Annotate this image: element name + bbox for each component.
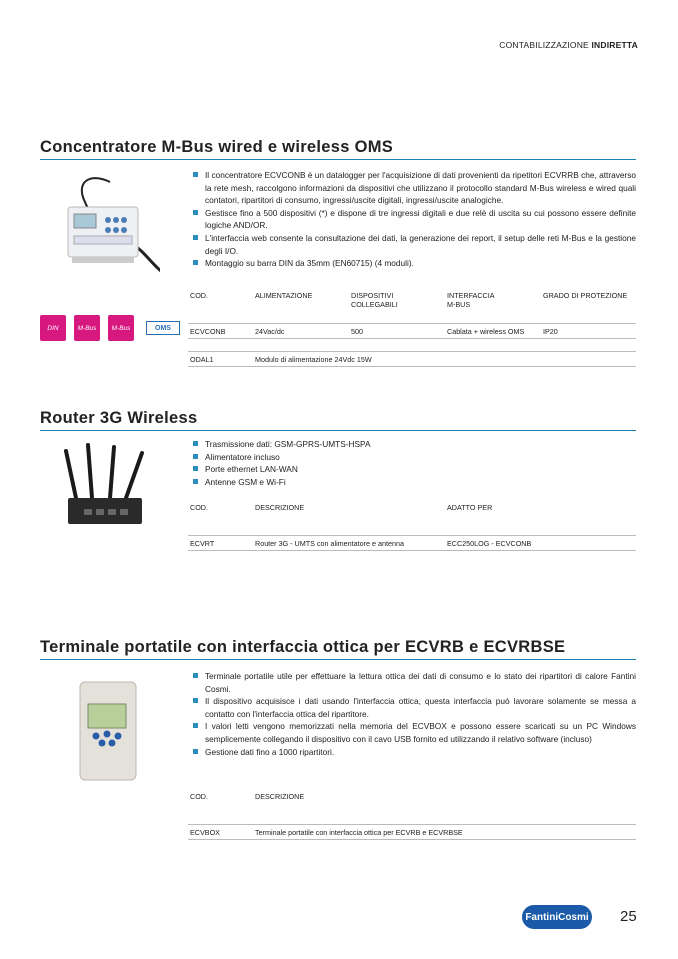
section-terminale: [40, 638, 636, 837]
section-title: Router 3G Wireless: [40, 409, 636, 431]
spec-table: [188, 503, 636, 551]
feature-list: [193, 438, 636, 488]
table-row: [188, 825, 636, 840]
col-header: INTERFACCIA M-BUS: [445, 291, 541, 324]
table-row: [188, 352, 636, 367]
din-logo: DIN: [40, 315, 66, 341]
certification-logos: [40, 315, 180, 341]
col-header: ALIMENTAZIONE: [253, 291, 349, 324]
table-cell: ECVCONB: [188, 324, 253, 339]
col-header: DESCRIZIONE: [253, 792, 636, 825]
list-item: Gestione dati fino a 1000 ripartitori.: [193, 746, 636, 759]
table-cell: 500: [349, 324, 445, 339]
table-cell: ECVRT: [188, 536, 253, 551]
router-device-image: [62, 443, 154, 533]
col-header: COD.: [188, 792, 253, 825]
table-cell: Cablata + wireless OMS: [445, 324, 541, 339]
col-header: GRADO DI PROTEZIONE: [541, 291, 636, 324]
list-item: Terminale portatile utile per effettuare la lettura ottica dei dati di consumo e lo stato dei ripartitori di calore Fantini Cosmi.: [193, 670, 636, 695]
oms-logo: OMS: [146, 321, 180, 335]
portable-terminal-image: [78, 680, 138, 782]
section-title: Terminale portatile con interfaccia ottica per ECVRB e ECVRBSE: [40, 638, 636, 660]
list-item: Trasmissione dati: GSM-GPRS-UMTS-HSPA: [193, 438, 636, 451]
table-cell: ODAL1: [188, 352, 253, 367]
col-header: DESCRIZIONE: [253, 503, 445, 536]
list-item: Porte ethernet LAN-WAN: [193, 463, 636, 476]
list-item: Il concentratore ECVCONB è un datalogger per l'acquisizione di dati provenienti da ripetitori ECVRRB che, attraverso la rete mesh, raccolgono informazioni da dispositivi che utilizzano il protocollo standard M-Bus wireless e wired quali contatori, ripartitori di consumo, ingressi/uscite digitali, ingressi/uscite analogiche.: [193, 169, 636, 207]
concentrator-device-image: [50, 172, 160, 282]
spec-table: [188, 792, 636, 840]
spec-table: [188, 291, 636, 367]
table-spacer-row: [188, 339, 636, 352]
page-header: [499, 40, 638, 50]
table-header-row: [188, 792, 636, 825]
list-item: I valori letti vengono memorizzati nella memoria del ECVBOX e possono essere scaricati su un PC Windows semplicemente collegando il dispositivo con il cavo USB fornito ed utilizzando il relativo software (incluso): [193, 720, 636, 745]
section-router: [40, 409, 636, 548]
list-item: Antenne GSM e Wi-Fi: [193, 476, 636, 489]
header-category-bold: INDIRETTA: [591, 40, 638, 50]
feature-list: [193, 169, 636, 270]
table-row: [188, 324, 636, 339]
feature-list: [193, 670, 636, 758]
list-item: L'interfaccia web consente la consultazione dei dati, la generazione dei report, il setup delle reti M-Bus e la gestione degli I/O.: [193, 232, 636, 257]
section-concentratore: [40, 138, 636, 364]
page-number: 25: [620, 908, 637, 925]
table-cell: ECVBOX: [188, 825, 253, 840]
table-cell: Terminale portatile con interfaccia ottica per ECVRB e ECVRBSE: [253, 825, 636, 840]
col-header: COD.: [188, 291, 253, 324]
col-header: ADATTO PER: [445, 503, 636, 536]
list-item: Gestisce fino a 500 dispositivi (*) e dispone di tre ingressi digitali e due relè di uscita su cui possono essere definite logiche AND/OR.: [193, 207, 636, 232]
header-category: CONTABILIZZAZIONE: [499, 40, 589, 50]
list-item: Il dispositivo acquisisce i dati usando l'interfaccia ottica, questa interfaccia può lavorare solamente se messa a contatto con l'interfaccia ottica del ripartitore.: [193, 695, 636, 720]
table-cell: Modulo di alimentazione 24Vdc 15W: [253, 352, 636, 367]
fantini-cosmi-logo: FantiniCosmi: [522, 905, 592, 929]
mbus-logo: M-Bus: [74, 315, 100, 341]
list-item: Montaggio su barra DIN da 35mm (EN60715) (4 moduli).: [193, 257, 636, 270]
list-item: Alimentatore incluso: [193, 451, 636, 464]
table-header-row: [188, 503, 636, 536]
table-row: [188, 536, 636, 551]
mbus-wireless-logo: M-Bus: [108, 315, 134, 341]
table-cell: ECC250LOG - ECVCONB: [445, 536, 636, 551]
table-cell: 24Vac/dc: [253, 324, 349, 339]
section-title: Concentratore M-Bus wired e wireless OMS: [40, 138, 636, 160]
table-cell: Router 3G - UMTS con alimentatore e antenna: [253, 536, 445, 551]
col-header: DISPOSITIVI COLLEGABILI: [349, 291, 445, 324]
table-cell: IP20: [541, 324, 636, 339]
table-header-row: [188, 291, 636, 324]
col-header: COD.: [188, 503, 253, 536]
